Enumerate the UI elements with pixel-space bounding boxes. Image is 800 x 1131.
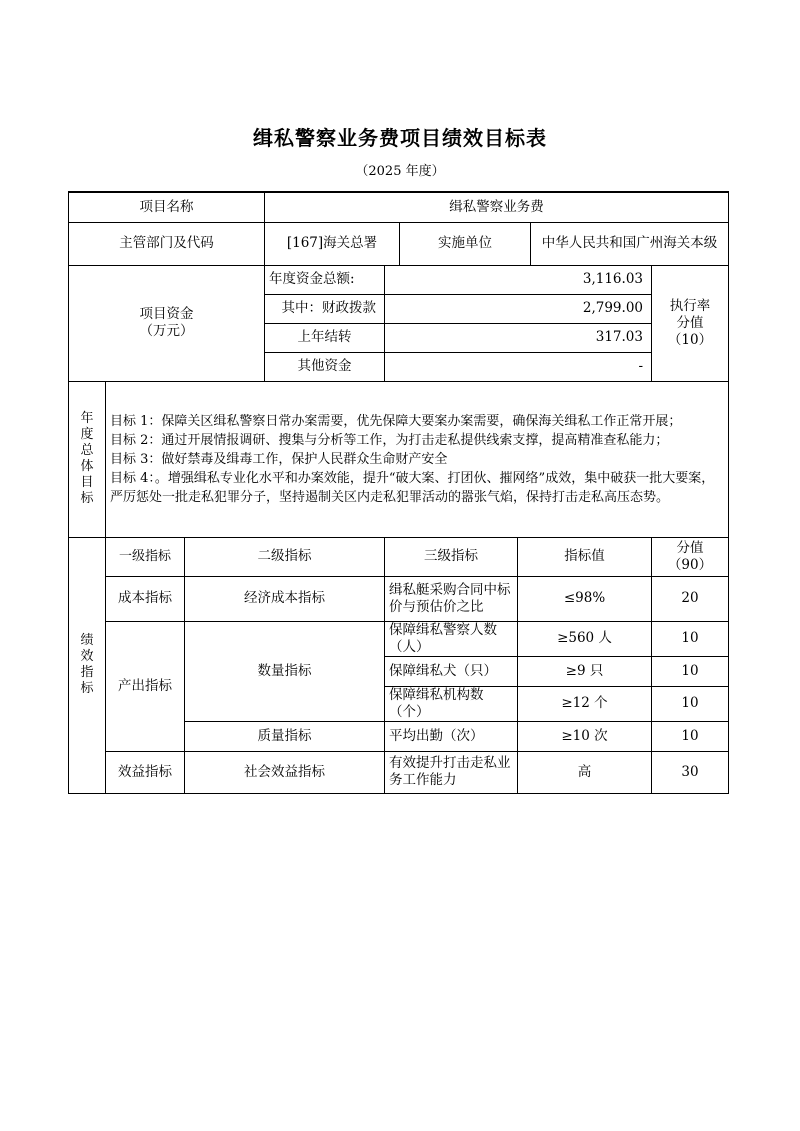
goal-item-2: 目标 2：通过开展情报调研、搜集与分析等工作，为打击走私提供线索支撑，提高精准查私能力； xyxy=(110,432,669,448)
header-score-line1: 分值 xyxy=(676,539,704,556)
indicators-label xyxy=(69,537,106,793)
indicator-l3: 平均出勤（次） xyxy=(385,721,518,751)
exec-rate-label xyxy=(652,265,729,381)
indicator-value: ≥12 个 xyxy=(518,686,652,721)
funds-fiscal-value: 2,799.00 xyxy=(385,294,652,323)
indicator-l2: 质量指标 xyxy=(185,721,385,751)
exec-rate-line3: （10） xyxy=(667,331,713,348)
project-name-value: 缉私警察业务费 xyxy=(265,192,729,222)
page-title: 缉私警察业务费项目绩效目标表 xyxy=(253,126,547,150)
goals-label-text: 年度总体目标 xyxy=(80,411,94,506)
funds-other-value: - xyxy=(385,352,652,381)
dept-label: 主管部门及代码 xyxy=(69,222,265,265)
indicator-l3: 保障缉私犬（只） xyxy=(385,656,518,686)
header-level1-text: 一级指标 xyxy=(118,548,171,564)
dept-value: [167]海关总署 xyxy=(265,222,400,265)
year-subtitle: （2025 年度） xyxy=(355,164,445,179)
indicator-value: ≥560 人 xyxy=(518,621,652,656)
indicator-l1: 效益指标 xyxy=(106,751,185,793)
indicator-l2: 经济成本指标 xyxy=(185,576,385,621)
header-score xyxy=(652,537,729,576)
indicator-score: 10 xyxy=(652,621,729,656)
table-row xyxy=(69,576,729,621)
funds-label xyxy=(69,265,265,381)
funds-other-label: 其他资金 xyxy=(265,352,385,381)
header-level1 xyxy=(106,537,185,576)
exec-rate-line2: 分值 xyxy=(676,314,704,331)
funds-label-line2: （万元） xyxy=(139,323,194,339)
indicators-label-text: 绩效指标 xyxy=(80,633,94,696)
unit-value: 中华人民共和国广州海关本级 xyxy=(531,222,729,265)
indicator-l3: 保障缉私警察人数（人） xyxy=(385,621,518,656)
indicator-l2: 数量指标 xyxy=(185,621,385,721)
header-score-line2: （90） xyxy=(667,556,713,573)
funds-carry-label: 上年结转 xyxy=(265,323,385,352)
indicator-score: 10 xyxy=(652,721,729,751)
indicator-value: ≥9 只 xyxy=(518,656,652,686)
goals-content xyxy=(106,381,729,537)
indicator-score: 30 xyxy=(652,751,729,793)
project-name-label: 项目名称 xyxy=(69,192,265,222)
indicator-value: ≤98% xyxy=(518,576,652,621)
indicator-score: 10 xyxy=(652,656,729,686)
indicator-score: 10 xyxy=(652,686,729,721)
header-level3: 三级指标 xyxy=(385,537,518,576)
table-row xyxy=(69,621,729,656)
goal-item-3: 目标 3：做好禁毒及缉毒工作，保护人民群众生命财产安全 xyxy=(110,451,448,467)
indicator-l3: 有效提升打击走私业务工作能力 xyxy=(385,751,518,793)
indicator-l3: 保障缉私机构数（个） xyxy=(385,686,518,721)
goals-label xyxy=(69,381,106,537)
funds-carry-value: 317.03 xyxy=(385,323,652,352)
exec-rate-line1: 执行率 xyxy=(669,297,711,314)
goal-item-1: 目标 1：保障关区缉私警察日常办案需要，优先保障大要案办案需要，确保海关缉私工作正常开展； xyxy=(110,413,682,429)
indicator-l2: 社会效益指标 xyxy=(185,751,385,793)
indicator-value: ≥10 次 xyxy=(518,721,652,751)
table-row xyxy=(69,751,729,793)
header-value: 指标值 xyxy=(518,537,652,576)
funds-total-label: 年度资金总额: xyxy=(265,265,385,294)
unit-label: 实施单位 xyxy=(400,222,531,265)
performance-goal-table xyxy=(68,191,729,794)
funds-fiscal-label: 其中：财政拨款 xyxy=(265,294,385,323)
goal-item-4: 目标 4：。增强缉私专业化水平和办案效能，提升“破大案、打团伙、摧网络”成效，集中破获一批大要案，严厉惩处一批走私犯罪分子，坚持遏制关区内走私犯罪活动的嚣张气焰，保持打击走私高压态势。 xyxy=(110,470,715,505)
funds-total-value: 3,116.03 xyxy=(385,265,652,294)
indicator-l3: 缉私艇采购合同中标价与预估价之比 xyxy=(385,576,518,621)
indicator-value: 高 xyxy=(518,751,652,793)
indicator-score: 20 xyxy=(652,576,729,621)
indicator-l1: 产出指标 xyxy=(106,621,185,751)
indicator-l1: 成本指标 xyxy=(106,576,185,621)
funds-label-line1: 项目资金 xyxy=(139,306,194,322)
header-level2: 二级指标 xyxy=(185,537,385,576)
